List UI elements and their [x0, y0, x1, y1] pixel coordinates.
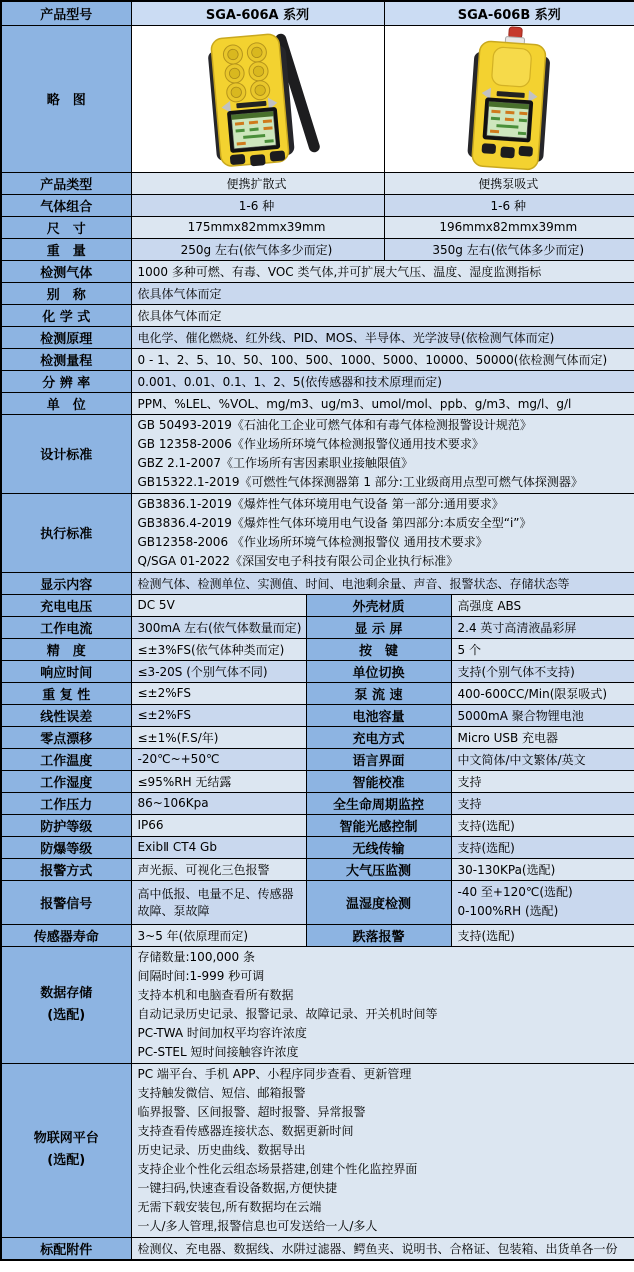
- row-value: 2.4 英寸高清液晶彩屏: [451, 616, 634, 638]
- value-b: 196mmx82mmx39mm: [384, 216, 634, 238]
- row-value: ExibⅡ CT4 Gb: [131, 836, 306, 858]
- row-label: 全生命周期监控: [306, 792, 451, 814]
- row-label: 单位切换: [306, 660, 451, 682]
- row-value: Micro USB 充电器: [451, 726, 634, 748]
- exec-standards-value: [131, 493, 634, 572]
- sga-606b-product-image: [385, 26, 634, 172]
- row-label: 跌落报警: [306, 924, 451, 946]
- table-row: [1, 770, 634, 792]
- row-value: IP66: [131, 814, 306, 836]
- table-row: [1, 348, 634, 370]
- feature-line: 支持查看传感器连接状态、数据更新时间: [137, 1123, 354, 1138]
- row-value: 0.001、0.01、0.1、1、2、5(依传感器和技术原理而定): [131, 370, 634, 392]
- row-label: 工作湿度: [1, 770, 131, 792]
- standard-line: GB3836.1-2019《爆炸性气体环境用电气设备 第一部分:通用要求》: [137, 496, 504, 511]
- row-label: 防爆等级: [1, 836, 131, 858]
- feature-line: 一人/多人管理,报警信息也可发送给一人/多人: [137, 1218, 378, 1233]
- row-label: [1, 946, 131, 1063]
- row-label: 重 复 性: [1, 682, 131, 704]
- row-label: 工作电流: [1, 616, 131, 638]
- table-row: [1, 836, 634, 858]
- row-label: 线性误差: [1, 704, 131, 726]
- table-row: [1, 660, 634, 682]
- row-value: 支持(个别气体不支持): [451, 660, 634, 682]
- row-label: 气体组合: [1, 194, 131, 216]
- value-a: 175mmx82mmx39mm: [131, 216, 384, 238]
- feature-line: 支持触发微信、短信、邮箱报警: [137, 1085, 306, 1100]
- row-value: 30-130KPa(选配): [451, 858, 634, 880]
- row-label: 重 量: [1, 238, 131, 260]
- table-row: [1, 924, 634, 946]
- row-value: 检测仪、充电器、数据线、水阱过滤器、鳄鱼夹、说明书、合格证、包装箱、出货单各一份: [131, 1237, 634, 1260]
- sketch-row: [1, 25, 634, 172]
- exec-standards-row: [1, 493, 634, 572]
- standard-line: GB 12358-2006《作业场所环境气体检测报警仪通用技术要求》: [137, 436, 484, 451]
- row-value: 400-600CC/Min(限泵吸式): [451, 682, 634, 704]
- table-row: [1, 282, 634, 304]
- table-row: [1, 704, 634, 726]
- row-value: ≤95%RH 无结露: [131, 770, 306, 792]
- iot-platform-value: [131, 1063, 634, 1237]
- standard-line: GB 50493-2019《石油化工企业可燃气体和有毒气体检测报警设计规范》: [137, 417, 532, 432]
- row-value: ≤±2%FS: [131, 704, 306, 726]
- row-label: 单 位: [1, 392, 131, 414]
- row-label: 工作压力: [1, 792, 131, 814]
- sga-606a-product-image: [132, 26, 385, 172]
- row-label: 精 度: [1, 638, 131, 660]
- row-label: 智能校准: [306, 770, 451, 792]
- feature-line: PC-STEL 短时间接触容许浓度: [137, 1044, 299, 1059]
- row-value: 中文简体/中文繁体/英文: [451, 748, 634, 770]
- row-label: 工作温度: [1, 748, 131, 770]
- feature-line: PC 端平台、手机 APP、小程序同步查看、更新管理: [137, 1066, 412, 1081]
- row-label: 检测原理: [1, 326, 131, 348]
- feature-line: 间隔时间:1-999 秒可调: [137, 968, 265, 983]
- row-label: 泵 流 速: [306, 682, 451, 704]
- value-a: 1-6 种: [131, 194, 384, 216]
- data-storage-row: [1, 946, 634, 1063]
- data-storage-value: [131, 946, 634, 1063]
- row-label: 执行标准: [1, 493, 131, 572]
- standard-line: GBZ 2.1-2007《工作场所有害因素职业接触限值》: [137, 455, 414, 470]
- row-value: ≤±3%FS(依气体种类而定): [131, 638, 306, 660]
- row-label: 标配附件: [1, 1237, 131, 1260]
- value-line: -40 至+120℃(选配): [457, 885, 573, 899]
- feature-line: 支持本机和电脑查看所有数据: [137, 987, 294, 1002]
- row-label: 报警方式: [1, 858, 131, 880]
- row-value: 依具体气体而定: [131, 304, 634, 326]
- design-standards-value: [131, 414, 634, 493]
- table-row: [1, 304, 634, 326]
- row-value: 1000 多种可燃、有毒、VOC 类气体,并可扩展大气压、温度、湿度监测指标: [131, 260, 634, 282]
- row-label-line: (选配): [47, 1153, 86, 1168]
- table-row: [1, 260, 634, 282]
- row-value: 支持(选配): [451, 814, 634, 836]
- row-label: 温湿度检测: [306, 880, 451, 924]
- table-row: [1, 572, 634, 594]
- row-label-line: 物联网平台: [33, 1131, 99, 1146]
- table-row: [1, 814, 634, 836]
- row-value: 5 个: [451, 638, 634, 660]
- row-label: 检测量程: [1, 348, 131, 370]
- row-label: 响应时间: [1, 660, 131, 682]
- value-b: 1-6 种: [384, 194, 634, 216]
- feature-line: 一键扫码,快速查看设备数据,方便快捷: [137, 1180, 338, 1195]
- standard-line: GB12358-2006 《作业场所环境气体检测报警仪 通用技术要求》: [137, 534, 488, 549]
- table-row: [1, 238, 634, 260]
- table-row: [1, 748, 634, 770]
- table-row: [1, 858, 634, 880]
- row-label: 外壳材质: [306, 594, 451, 616]
- header-model-a: SGA-606A 系列: [131, 1, 384, 25]
- row-value: 支持: [451, 792, 634, 814]
- row-value: ≤3-20S (个别气体不同): [131, 660, 306, 682]
- sketch-cell-a: [131, 25, 384, 172]
- accessories-row: [1, 1237, 634, 1260]
- row-label: 大气压监测: [306, 858, 451, 880]
- table-row: [1, 616, 634, 638]
- row-value: 电化学、催化燃烧、红外线、PID、MOS、半导体、光学波导(依检测气体而定): [131, 326, 634, 348]
- row-value: 检测气体、检测单位、实测值、时间、电池剩余量、声音、报警状态、存储状态等: [131, 572, 634, 594]
- row-label: 语言界面: [306, 748, 451, 770]
- table-row: [1, 682, 634, 704]
- table-row: [1, 726, 634, 748]
- row-label: 防护等级: [1, 814, 131, 836]
- row-label: 显示内容: [1, 572, 131, 594]
- table-row: [1, 792, 634, 814]
- sketch-cell-b: [384, 25, 634, 172]
- row-label: 充电方式: [306, 726, 451, 748]
- standard-line: Q/SGA 01-2022《深国安电子科技有限公司企业执行标准》: [137, 553, 459, 568]
- header-model-b: SGA-606B 系列: [384, 1, 634, 25]
- row-label: 电池容量: [306, 704, 451, 726]
- row-value: 支持(选配): [451, 836, 634, 858]
- standard-line: GB3836.4-2019《爆炸性气体环境用电气设备 第四部分:本质安全型“i”》: [137, 515, 532, 530]
- value-a: 250g 左右(依气体多少而定): [131, 238, 384, 260]
- row-label: 检测气体: [1, 260, 131, 282]
- row-value: 5000mA 聚合物锂电池: [451, 704, 634, 726]
- row-value: 支持: [451, 770, 634, 792]
- feature-line: 支持企业个性化云组态场景搭建,创建个性化监控界面: [137, 1161, 418, 1176]
- row-label: [1, 1063, 131, 1237]
- design-standards-row: [1, 414, 634, 493]
- row-label: 设计标准: [1, 414, 131, 493]
- row-label: 无线传输: [306, 836, 451, 858]
- table-row: [1, 172, 634, 194]
- iot-platform-row: [1, 1063, 634, 1237]
- row-value: 0 - 1、2、5、10、50、100、500、1000、5000、10000、50000(依检测气体而定): [131, 348, 634, 370]
- table-row: [1, 638, 634, 660]
- row-value: 86~106Kpa: [131, 792, 306, 814]
- table-row: [1, 326, 634, 348]
- value-line: 0-100%RH (选配): [457, 904, 559, 918]
- row-value: ≤±2%FS: [131, 682, 306, 704]
- value-b: 350g 左右(依气体多少而定): [384, 238, 634, 260]
- row-value: ≤±1%(F.S/年): [131, 726, 306, 748]
- row-label-line: 数据存储: [40, 985, 93, 1001]
- value-b: 便携泵吸式: [384, 172, 634, 194]
- table-row: [1, 880, 634, 924]
- table-row: [1, 392, 634, 414]
- feature-line: 存储数量:100,000 条: [137, 949, 255, 964]
- feature-line: 自动记录历史记录、报警记录、故障记录、开关机时间等: [137, 1006, 438, 1021]
- row-value: PPM、%LEL、%VOL、mg/m3、ug/m3、umol/mol、ppb、g/m3、mg/l、g/l: [131, 392, 634, 414]
- table-row: [1, 194, 634, 216]
- value-a: 便携扩散式: [131, 172, 384, 194]
- table-row: [1, 594, 634, 616]
- row-value: 高中低报、电量不足、传感器故障、泵故障: [131, 880, 306, 924]
- row-label-line: (选配): [47, 1007, 86, 1023]
- row-value: DC 5V: [131, 594, 306, 616]
- row-label: 充电电压: [1, 594, 131, 616]
- header-label: 产品型号: [1, 1, 131, 25]
- row-label: 传感器寿命: [1, 924, 131, 946]
- feature-line: PC-TWA 时间加权平均容许浓度: [137, 1025, 307, 1040]
- table-row: [1, 216, 634, 238]
- row-label: 按 键: [306, 638, 451, 660]
- row-value: 300mA 左右(依气体数量而定): [131, 616, 306, 638]
- row-value: [451, 880, 634, 924]
- feature-line: 无需下载安装包,所有数据均在云端: [137, 1199, 322, 1214]
- feature-line: 历史记录、历史曲线、数据导出: [137, 1142, 306, 1157]
- row-value: 3~5 年(依原理而定): [131, 924, 306, 946]
- row-value: 支持(选配): [451, 924, 634, 946]
- row-label: 零点漂移: [1, 726, 131, 748]
- sketch-label: 略 图: [1, 25, 131, 172]
- row-value: 依具体气体而定: [131, 282, 634, 304]
- row-value: 声光振、可视化三色报警: [131, 858, 306, 880]
- header-row: [1, 1, 634, 25]
- row-label: 报警信号: [1, 880, 131, 924]
- row-label: 化 学 式: [1, 304, 131, 326]
- row-label: 分 辨 率: [1, 370, 131, 392]
- feature-line: 临界报警、区间报警、超时报警、异常报警: [137, 1104, 366, 1119]
- row-value: -20℃~+50℃: [131, 748, 306, 770]
- table-row: [1, 370, 634, 392]
- standard-line: GB15322.1-2019《可燃性气体探测器第 1 部分:工业级商用点型可燃气体探测器》: [137, 474, 583, 489]
- row-label: 显 示 屏: [306, 616, 451, 638]
- row-label: 尺 寸: [1, 216, 131, 238]
- row-label: 产品类型: [1, 172, 131, 194]
- row-label: 别 称: [1, 282, 131, 304]
- row-label: 智能光感控制: [306, 814, 451, 836]
- row-value: 高强度 ABS: [451, 594, 634, 616]
